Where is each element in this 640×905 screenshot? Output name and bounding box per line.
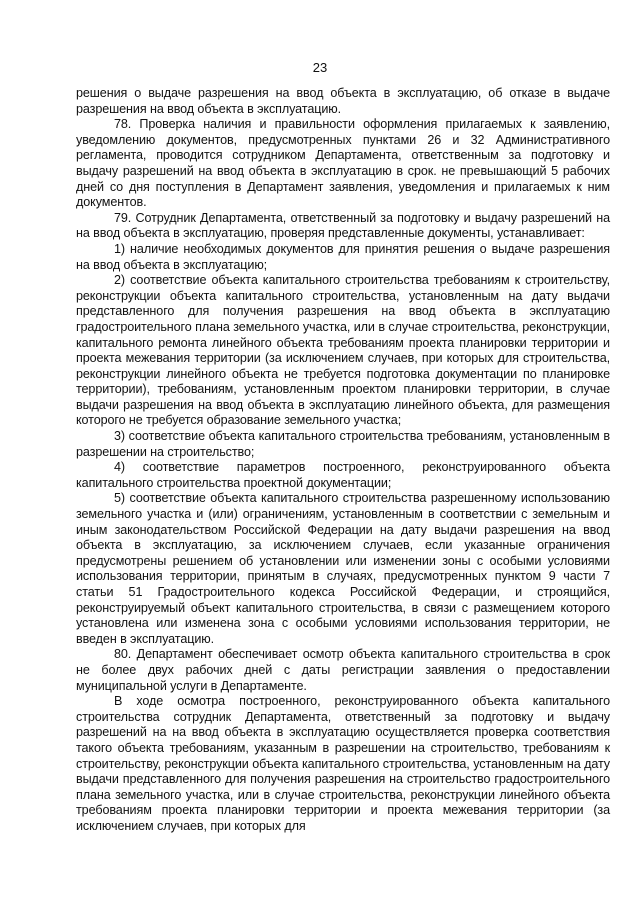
paragraph-inspection: В ходе осмотра построенного, реконструированного объекта капитального строительства сотрудник Департамента, ответственный за подготовку и выдачу разрешений на на ввод объекта в эксплуатацию осуществляется проверка соответствия такого объекта требованиям, указанным в разрешении на строительство, требованиям к строительству, реконструкции объекта капитального строительства, установленным на дату выдачи представленного для получения разрешения на строительство градостроительного плана земельного участка, или в случае строительства, реконструкции линейного объекта требованиям проекта планировки территории и проекта межевания территории (за исключением случаев, при которых для — [76, 694, 610, 833]
paragraph-79-item-1: 1) наличие необходимых документов для принятия решения о выдаче разрешения на ввод объекта в эксплуатацию; — [76, 241, 610, 272]
document-body — [76, 86, 610, 835]
paragraph-continuation: решения о выдаче разрешения на ввод объекта в эксплуатацию, об отказе в выдаче разрешения на ввод объекта в эксплуатацию. — [76, 86, 610, 116]
paragraph-79: 79. Сотрудник Департамента, ответственный за подготовку и выдачу разрешений на на ввод объекта в эксплуатацию, проверяя представленные документы, устанавливает: — [76, 210, 610, 241]
paragraph-79-item-4: 4) соответствие параметров построенного, реконструированного объекта капитального строительства проектной документации; — [76, 460, 610, 490]
paragraph-80: 80. Департамент обеспечивает осмотр объекта капитального строительства в срок не более двух рабочих дней с даты регистрации заявления о предоставлении муниципальной услуги в Департаменте. — [76, 647, 610, 693]
page-number: 23 — [312, 60, 328, 75]
paragraph-79-item-2: 2) соответствие объекта капитального строительства требованиям к строительству, реконструкции объекта капитального строительства, установленным на дату выдачи представленного для получения разрешения на ввод объекта в эксплуатацию градостроительного плана земельного участка, или в случае строительства, реконструкции, капитального ремонта линейного объекта требованиям проекта планировки территории и проекта межевания территории (за исключением случаев, при которых для строительства, реконструкции линейного объекта не требуется подготовка документации по планировке территории), требованиям, установленным проектом планировки территории, в случае выдачи разрешения на ввод объекта в эксплуатацию линейного объекта, для размещения которого не требуется образование земельного участка; — [76, 273, 610, 428]
paragraph-78: 78. Проверка наличия и правильности оформления прилагаемых к заявлению, уведомлению документов, предусмотренных пунктами 26 и 32 Административного регламента, проводится сотрудником Департамента, ответственным за подготовку и выдачу разрешений на ввод объекта в эксплуатацию в срок. не превышающий 5 рабочих дней со дня поступления в Департамент заявления, уведомления и прилагаемых к ним документов. — [76, 117, 610, 210]
paragraph-79-item-3: 3) соответствие объекта капитального строительства требованиям, установленным в разрешении на строительство; — [76, 429, 610, 459]
paragraph-79-item-5: 5) соответствие объекта капитального строительства разрешенному использованию земельного участка и (или) ограничениям, установленным в соответствии с земельным и иным законодательством Российской Федерации на дату выдачи разрешения на ввод объекта в эксплуатацию, за исключением случаев, если указанные ограничения предусмотрены решением об установлении или изменении зоны с особыми условиями использования территории, принятым в случаях, предусмотренных пунктом 9 части 7 статьи 51 Градостроительного кодекса Российской Федерации, и строящийся, реконструируемый объект капитального строительства, в связи с размещением которого установлена или изменена зона с особыми условиями использования территории, не введен в эксплуатацию. — [76, 491, 610, 646]
